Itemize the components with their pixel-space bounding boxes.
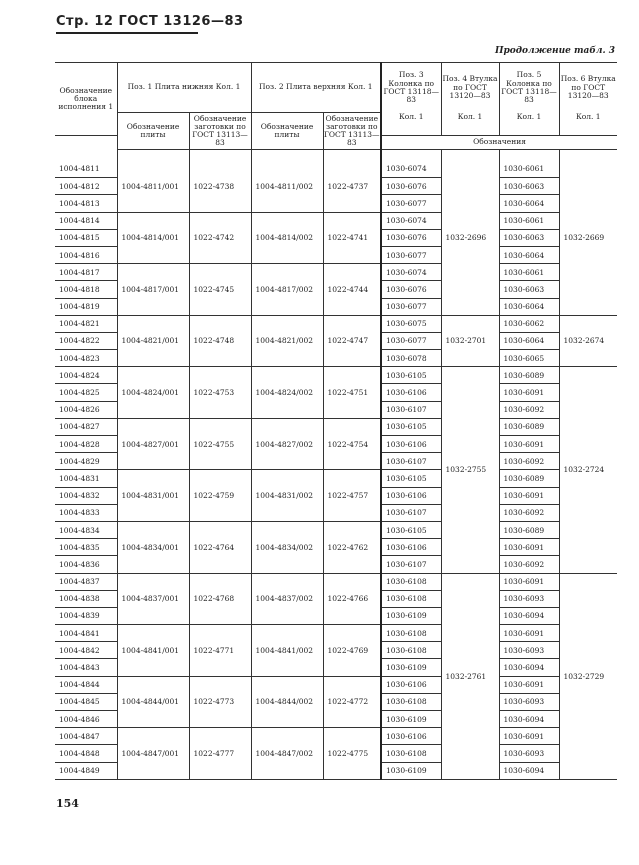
pos2-plate-cell: 1004-4841/002 <box>251 625 323 677</box>
pos3-cell: 1030-6108 <box>381 590 441 607</box>
table-row <box>55 728 617 745</box>
block-designation-cell: 1004-4828 <box>55 436 117 453</box>
pos5-cell: 1030-6061 <box>499 264 559 281</box>
block-designation-cell: 1004-4833 <box>55 504 117 521</box>
specification-table <box>55 62 617 780</box>
block-designation-cell: 1004-4836 <box>55 556 117 573</box>
pos2-plate-cell: 1004-4817/002 <box>251 264 323 316</box>
header-pos4-qty: Кол. 1 <box>441 113 499 136</box>
pos1-plate-cell: 1004-4814/001 <box>117 212 189 264</box>
pos5-cell: 1030-6091 <box>499 625 559 642</box>
pos5-cell: 1030-6089 <box>499 470 559 487</box>
pos2-plate-cell: 1004-4847/002 <box>251 728 323 780</box>
pos5-cell: 1030-6091 <box>499 384 559 401</box>
pos5-cell: 1030-6093 <box>499 642 559 659</box>
block-designation-cell: 1004-4825 <box>55 384 117 401</box>
pos5-cell: 1030-6064 <box>499 195 559 212</box>
page-number: 154 <box>56 797 79 810</box>
pos2-plate-cell: 1004-4811/002 <box>251 161 323 213</box>
pos3-cell: 1030-6106 <box>381 384 441 401</box>
pos5-cell: 1030-6094 <box>499 607 559 624</box>
pos1-blank-cell: 1022-4745 <box>189 264 251 316</box>
pos2-plate-cell: 1004-4827/002 <box>251 418 323 470</box>
pos5-cell: 1030-6062 <box>499 315 559 332</box>
pos1-plate-cell: 1004-4834/001 <box>117 521 189 573</box>
pos5-cell: 1030-6094 <box>499 711 559 728</box>
block-designation-cell: 1004-4848 <box>55 745 117 762</box>
pos5-cell: 1030-6093 <box>499 745 559 762</box>
pos3-cell: 1030-6078 <box>381 350 441 367</box>
pos3-cell: 1030-6106 <box>381 487 441 504</box>
pos3-cell: 1030-6077 <box>381 246 441 263</box>
pos2-blank-cell: 1022-4775 <box>323 728 381 780</box>
table-row <box>55 367 617 384</box>
block-designation-cell: 1004-4843 <box>55 659 117 676</box>
pos3-cell: 1030-6077 <box>381 298 441 315</box>
pos3-cell: 1030-6109 <box>381 711 441 728</box>
header-pos2-blank: Обозначение заготовки по ГОСТ 13113—83 <box>323 113 381 150</box>
pos3-cell: 1030-6075 <box>381 315 441 332</box>
block-designation-cell: 1004-4824 <box>55 367 117 384</box>
pos2-blank-cell: 1022-4757 <box>323 470 381 522</box>
pos3-cell: 1030-6109 <box>381 607 441 624</box>
pos3-cell: 1030-6108 <box>381 625 441 642</box>
pos3-cell: 1030-6077 <box>381 332 441 349</box>
pos1-blank-cell: 1022-4759 <box>189 470 251 522</box>
header-pos4: Поз. 4 Втулка по ГОСТ 13120—83 <box>441 63 499 113</box>
table-continuation-label: Продолжение табл. 3 <box>494 46 615 56</box>
pos5-cell: 1030-6089 <box>499 521 559 538</box>
block-designation-cell: 1004-4831 <box>55 470 117 487</box>
pos5-cell: 1030-6093 <box>499 693 559 710</box>
header-rule <box>56 32 198 34</box>
block-designation-cell: 1004-4812 <box>55 178 117 195</box>
pos1-plate-cell: 1004-4827/001 <box>117 418 189 470</box>
pos5-cell: 1030-6091 <box>499 728 559 745</box>
pos6-span-cell: 1032-2674 <box>559 315 617 367</box>
pos5-cell: 1030-6063 <box>499 178 559 195</box>
pos2-blank-cell: 1022-4741 <box>323 212 381 264</box>
pos3-cell: 1030-6076 <box>381 229 441 246</box>
block-designation-cell: 1004-4823 <box>55 350 117 367</box>
pos3-cell: 1030-6107 <box>381 401 441 418</box>
header-block-designation: Обозначение блока исполнения 1 <box>55 63 117 136</box>
pos2-plate-cell: 1004-4824/002 <box>251 367 323 419</box>
pos1-plate-cell: 1004-4847/001 <box>117 728 189 780</box>
block-designation-cell: 1004-4839 <box>55 607 117 624</box>
pos1-plate-cell: 1004-4824/001 <box>117 367 189 419</box>
pos5-cell: 1030-6091 <box>499 436 559 453</box>
pos2-blank-cell: 1022-4766 <box>323 573 381 625</box>
pos2-plate-cell: 1004-4837/002 <box>251 573 323 625</box>
header-pos5: Поз. 5 Колонка по ГОСТ 13118—83 <box>499 63 559 113</box>
table-row <box>55 161 617 178</box>
pos5-cell: 1030-6093 <box>499 590 559 607</box>
pos5-cell: 1030-6065 <box>499 350 559 367</box>
pos1-blank-cell: 1022-4755 <box>189 418 251 470</box>
header-pos6: Поз. 6 Втулка по ГОСТ 13120—83 <box>559 63 617 113</box>
block-designation-cell: 1004-4811 <box>55 161 117 178</box>
pos3-cell: 1030-6107 <box>381 504 441 521</box>
pos2-blank-cell: 1022-4751 <box>323 367 381 419</box>
pos1-blank-cell: 1022-4738 <box>189 161 251 213</box>
block-designation-cell: 1004-4817 <box>55 264 117 281</box>
pos2-blank-cell: 1022-4769 <box>323 625 381 677</box>
pos6-span-cell: 1032-2729 <box>559 573 617 779</box>
block-designation-cell: 1004-4827 <box>55 418 117 435</box>
block-designation-cell: 1004-4818 <box>55 281 117 298</box>
pos3-cell: 1030-6109 <box>381 659 441 676</box>
pos5-cell: 1030-6063 <box>499 281 559 298</box>
pos3-cell: 1030-6074 <box>381 212 441 229</box>
pos1-plate-cell: 1004-4817/001 <box>117 264 189 316</box>
pos1-blank-cell: 1022-4764 <box>189 521 251 573</box>
pos3-cell: 1030-6105 <box>381 367 441 384</box>
pos3-cell: 1030-6074 <box>381 264 441 281</box>
block-designation-cell: 1004-4819 <box>55 298 117 315</box>
pos2-plate-cell: 1004-4844/002 <box>251 676 323 728</box>
pos4-span-cell: 1032-2761 <box>441 573 499 779</box>
table-row <box>55 212 617 229</box>
pos1-plate-cell: 1004-4844/001 <box>117 676 189 728</box>
header-pos3-qty: Кол. 1 <box>381 113 441 136</box>
pos3-cell: 1030-6106 <box>381 728 441 745</box>
pos3-cell: 1030-6107 <box>381 453 441 470</box>
block-designation-cell: 1004-4844 <box>55 676 117 693</box>
pos1-plate-cell: 1004-4831/001 <box>117 470 189 522</box>
header-pos6-qty: Кол. 1 <box>575 111 601 121</box>
pos3-cell: 1030-6076 <box>381 281 441 298</box>
header-pos1-plate: Обозначение плиты <box>117 113 189 150</box>
block-designation-cell: 1004-4837 <box>55 573 117 590</box>
block-designation-cell: 1004-4846 <box>55 711 117 728</box>
pos5-cell: 1030-6064 <box>499 298 559 315</box>
block-designation-cell: 1004-4829 <box>55 453 117 470</box>
pos6-span-cell: 1032-2724 <box>559 367 617 573</box>
pos3-cell: 1030-6076 <box>381 178 441 195</box>
block-designation-cell: 1004-4813 <box>55 195 117 212</box>
block-designation-cell: 1004-4835 <box>55 539 117 556</box>
pos5-cell: 1030-6089 <box>499 418 559 435</box>
pos2-blank-cell: 1022-4772 <box>323 676 381 728</box>
pos1-blank-cell: 1022-4742 <box>189 212 251 264</box>
block-designation-cell: 1004-4849 <box>55 762 117 779</box>
block-designation-cell: 1004-4814 <box>55 212 117 229</box>
pos3-cell: 1030-6074 <box>381 161 441 178</box>
pos5-cell: 1030-6089 <box>499 367 559 384</box>
pos1-plate-cell: 1004-4841/001 <box>117 625 189 677</box>
header-pos1-blank: Обозначение заготовки по ГОСТ 13113—83 <box>189 113 251 150</box>
pos5-cell: 1030-6092 <box>499 504 559 521</box>
pos5-cell: 1030-6094 <box>499 659 559 676</box>
block-designation-cell: 1004-4832 <box>55 487 117 504</box>
table-row <box>55 418 617 435</box>
pos3-cell: 1030-6077 <box>381 195 441 212</box>
pos1-plate-cell: 1004-4821/001 <box>117 315 189 367</box>
pos3-cell: 1030-6108 <box>381 745 441 762</box>
block-designation-cell: 1004-4821 <box>55 315 117 332</box>
table-row <box>55 470 617 487</box>
pos3-cell: 1030-6107 <box>381 556 441 573</box>
block-designation-cell: 1004-4834 <box>55 521 117 538</box>
pos2-blank-cell: 1022-4754 <box>323 418 381 470</box>
pos5-cell: 1030-6064 <box>499 246 559 263</box>
table-row <box>55 625 617 642</box>
pos3-cell: 1030-6105 <box>381 418 441 435</box>
block-designation-cell: 1004-4826 <box>55 401 117 418</box>
table-row <box>55 521 617 538</box>
pos1-blank-cell: 1022-4773 <box>189 676 251 728</box>
pos2-blank-cell: 1022-4737 <box>323 161 381 213</box>
pos3-cell: 1030-6106 <box>381 539 441 556</box>
pos5-cell: 1030-6094 <box>499 762 559 779</box>
pos5-cell: 1030-6092 <box>499 401 559 418</box>
pos2-plate-cell: 1004-4814/002 <box>251 212 323 264</box>
pos4-span-cell: 1032-2701 <box>441 315 499 367</box>
pos2-blank-cell: 1022-4744 <box>323 264 381 316</box>
table-row <box>55 676 617 693</box>
pos5-cell: 1030-6091 <box>499 539 559 556</box>
pos1-blank-cell: 1022-4753 <box>189 367 251 419</box>
pos1-blank-cell: 1022-4771 <box>189 625 251 677</box>
header-pos2-plate: Обозначение плиты <box>251 113 323 150</box>
header-pos3: Поз. 3 Колонка по ГОСТ 13118—83 <box>381 63 441 113</box>
pos1-plate-cell: 1004-4811/001 <box>117 161 189 213</box>
pos3-cell: 1030-6105 <box>381 521 441 538</box>
block-designation-cell: 1004-4842 <box>55 642 117 659</box>
pos5-cell: 1030-6091 <box>499 573 559 590</box>
pos6-span-cell: 1032-2669 <box>559 161 617 316</box>
pos2-plate-cell: 1004-4834/002 <box>251 521 323 573</box>
pos3-cell: 1030-6109 <box>381 762 441 779</box>
pos1-plate-cell: 1004-4837/001 <box>117 573 189 625</box>
pos1-blank-cell: 1022-4748 <box>189 315 251 367</box>
pos5-cell: 1030-6064 <box>499 332 559 349</box>
block-designation-cell: 1004-4847 <box>55 728 117 745</box>
header-pos2: Поз. 2 Плита верхняя Кол. 1 <box>251 63 381 113</box>
pos1-blank-cell: 1022-4777 <box>189 728 251 780</box>
block-designation-cell: 1004-4816 <box>55 246 117 263</box>
block-designation-cell: 1004-4822 <box>55 332 117 349</box>
pos2-blank-cell: 1022-4762 <box>323 521 381 573</box>
pos5-cell: 1030-6091 <box>499 676 559 693</box>
header-pos5-qty: Кол. 1 <box>499 113 559 136</box>
pos5-cell: 1030-6091 <box>499 487 559 504</box>
pos4-span-cell: 1032-2755 <box>441 367 499 573</box>
pos5-cell: 1030-6092 <box>499 556 559 573</box>
pos3-cell: 1030-6108 <box>381 693 441 710</box>
pos3-cell: 1030-6105 <box>381 470 441 487</box>
pos5-cell: 1030-6092 <box>499 453 559 470</box>
header-pos1: Поз. 1 Плита нижняя Кол. 1 <box>117 63 251 113</box>
pos5-cell: 1030-6061 <box>499 161 559 178</box>
pos5-cell: 1030-6063 <box>499 229 559 246</box>
block-designation-cell: 1004-4815 <box>55 229 117 246</box>
pos1-blank-cell: 1022-4768 <box>189 573 251 625</box>
page-header <box>56 14 244 29</box>
page-title: Стр. 12 ГОСТ 13126—83 <box>56 14 244 29</box>
block-designation-cell: 1004-4845 <box>55 693 117 710</box>
block-designation-cell: 1004-4841 <box>55 625 117 642</box>
pos4-span-cell: 1032-2696 <box>441 161 499 316</box>
pos3-cell: 1030-6108 <box>381 642 441 659</box>
pos2-plate-cell: 1004-4821/002 <box>251 315 323 367</box>
pos3-cell: 1030-6106 <box>381 676 441 693</box>
block-designation-cell: 1004-4838 <box>55 590 117 607</box>
pos3-cell: 1030-6108 <box>381 573 441 590</box>
pos5-cell: 1030-6061 <box>499 212 559 229</box>
pos3-cell: 1030-6106 <box>381 436 441 453</box>
pos2-blank-cell: 1022-4747 <box>323 315 381 367</box>
table-row <box>55 315 617 332</box>
pos2-plate-cell: 1004-4831/002 <box>251 470 323 522</box>
table-row <box>55 264 617 281</box>
header-designations: Обозначения <box>381 136 617 150</box>
table-row <box>55 573 617 590</box>
